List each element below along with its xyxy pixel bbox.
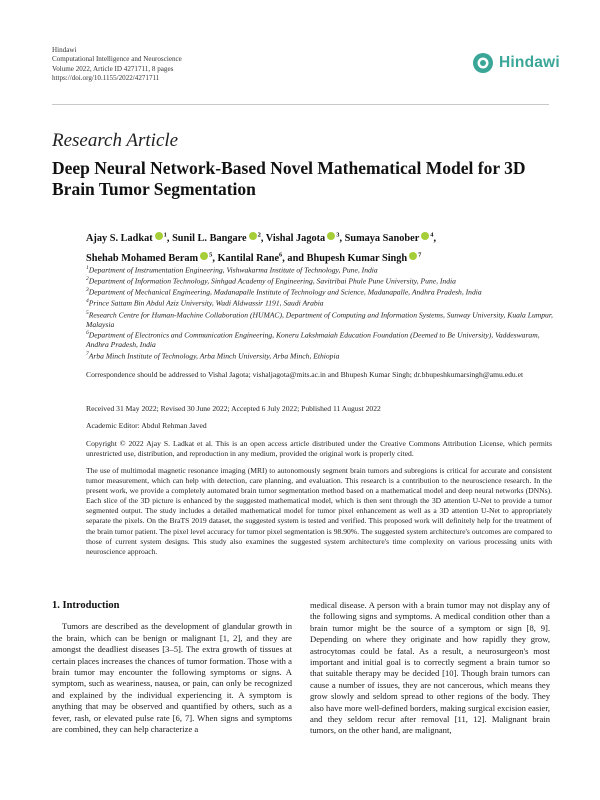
logo-text: Hindawi bbox=[499, 54, 560, 71]
publication-dates: Received 31 May 2022; Revised 30 June 2022; Accepted 6 July 2022; Published 11 August 2022 bbox=[86, 404, 381, 413]
body-column-left bbox=[52, 600, 292, 735]
orcid-icon[interactable] bbox=[327, 232, 335, 240]
affiliation-list bbox=[86, 264, 556, 361]
orcid-icon[interactable] bbox=[155, 232, 163, 240]
affiliation-1: $^1$Department of Instrumentation Engineering, Vishwakarma Institute of Technology, Pune, India bbox=[86, 265, 378, 275]
orcid-icon[interactable] bbox=[409, 252, 417, 260]
orcid-icon[interactable] bbox=[249, 232, 257, 240]
orcid-icon[interactable] bbox=[200, 252, 208, 260]
author-3[interactable]: Vishal Jagota $^3$, bbox=[265, 232, 343, 245]
section-heading: 1. Introduction bbox=[52, 600, 120, 611]
article-title: Deep Neural Network-Based Novel Mathematical Model for 3D Brain Tumor Segmentation bbox=[52, 158, 526, 199]
author-7[interactable]: Bhupesh Kumar Singh $^7$ bbox=[306, 251, 422, 264]
affiliation-2: $^2$Department of Information Technology, Sinhgad Academy of Engineering, Savitribai Phule Pune University, Pune, India bbox=[86, 276, 456, 286]
volume-line: Volume 2022, Article ID 4271711, 8 pages bbox=[52, 64, 174, 73]
abstract: The use of multimodal magnetic resonance imaging (MRI) to autonomously segment brain tumors and subregions is critical for accurate and consistent tumor measurement, which can help with detection, care planning, and evaluation. This research is a contribution to the neuroscience research. In the present work, we provide a completely automated brain tumor segmentation method based on a mathematical model and deep neural networks (DNNs). Each slice of the 3D picture is enhanced by the suggested mathematical model, which is then sent through the 3D attention U-Net to provide a tumor segmented output. The study includes a detailed mathematical model for tumor pixel enhancement as well as a 3D attention U-Net to appropriately separate the pixels. On the BraTS 2019 dataset, the suggested system is tested and verified. This proposed work will definitely help for the treatment of the brain tumor patient. The pixel level accuracy for tumor pixel segmentation is 98.90%. The suggested system architecture's outcomes are compared to those of current system designs. This study also examines the suggested system architecture's time complexity on various processing units with neuroscience approach. bbox=[86, 466, 552, 556]
article-type: Research Article bbox=[52, 130, 179, 151]
hindawi-logo-icon bbox=[472, 52, 494, 74]
author-list bbox=[86, 228, 556, 267]
author-6[interactable]: Kantilal Rane$^6$, and bbox=[217, 251, 305, 264]
publisher-name: Hindawi bbox=[52, 46, 77, 54]
author-2[interactable]: Sunil L. Bangare $^2$, bbox=[172, 232, 264, 245]
header-divider bbox=[52, 104, 549, 105]
affiliation-3: $^3$Department of Mechanical Engineering, Madanapalle Institute of Technology and Science, Madanapalle, Andhra Pradesh, India bbox=[86, 287, 482, 297]
doi-link[interactable]: https://doi.org/10.1155/2022/4271711 bbox=[52, 74, 160, 83]
affiliation-5: $^5$Research Centre for Human-Machine Collaboration (HUMAC), Department of Computing and Information Systems, Sunway University, Kuala Lumpur, Malaysia bbox=[86, 309, 553, 329]
body-column-right bbox=[310, 600, 550, 737]
intro-paragraph-left: Tumors are described as the development of glandular growth in the brain, which can be benign or malignant [1, 2], and they are amongst the deadliest diseases [3–5]. The extra growth of tissues at certain places increases the chances of tumor formation. Those with a brain tumor may encounter the following symptoms or signs. A symptom, such as weariness, nausea, or pain, can only be recognized and explained by the individual experiencing it. A symptom is anything that may be observed and quantified by others, such as a fever, rash, or elevated pulse rate [6, 7]. When signs and symptoms are combined, they can help characterize a bbox=[52, 621, 292, 735]
academic-editor: Academic Editor: Abdul Rehman Javed bbox=[86, 421, 207, 430]
orcid-icon[interactable] bbox=[421, 232, 429, 240]
correspondence: Correspondence should be addressed to Vishal Jagota; vishaljagota@mits.ac.in and Bhupesh Kumar Singh; dr.bhupeshkumarsingh@amu.edu.et bbox=[86, 370, 524, 379]
copyright-notice: Copyright © 2022 Ajay S. Ladkat et al. This is an open access article distributed under the Creative Commons Attribution License, which permits unrestricted use, distribution, and reproduction in any medium, provided the original work is properly cited. bbox=[86, 439, 552, 459]
affiliation-7: $^7$Arba Minch Institute of Technology, Arba Minch University, Arba Minch, Ethiopia bbox=[86, 350, 340, 361]
affiliation-6: $^6$Department of Electronics and Communication Engineering, Koneru Lakshmaiah Education Foundation (Deemed to Be University), Vaddeswaram, Andhra Pradesh, India bbox=[86, 330, 540, 350]
author-1[interactable]: Ajay S. Ladkat $^1$, bbox=[86, 232, 170, 245]
journal-name: Computational Intelligence and Neuroscience bbox=[52, 55, 182, 64]
hindawi-logo[interactable] bbox=[472, 48, 562, 78]
author-4[interactable]: Sumaya Sanober $^4$, bbox=[344, 232, 437, 245]
journal-metadata bbox=[52, 46, 182, 84]
intro-paragraph-right: medical disease. A person with a brain tumor may not display any of the following signs and symptoms. A medical condition other than a brain tumor might be the source of a symptom or sign [8, 9]. Depending on where they originate and how rapidly they grow, astrocytomas could be fatal. As a result, a neurosurgeon's most important and initial goal is to correctly segment a brain tumor so that suitable therapy may be decided [10]. Though brain tumors can cause a number of issues, they are not cancerous, which means they grow slowly and seldom spread to other regions of the body. They also have more well-defined borders, making surgical excision easier, and they seldom recur after removal [11, 12]. Malignant brain tumors, on the other hand, are malignant, bbox=[310, 600, 550, 736]
author-5[interactable]: Shehab Mohamed Beram $^5$, bbox=[86, 251, 215, 264]
affiliation-4: $^4$Prince Sattam Bin Abdul Aziz University, Wadi Aldwassir 1191, Saudi Arabia bbox=[86, 298, 324, 308]
